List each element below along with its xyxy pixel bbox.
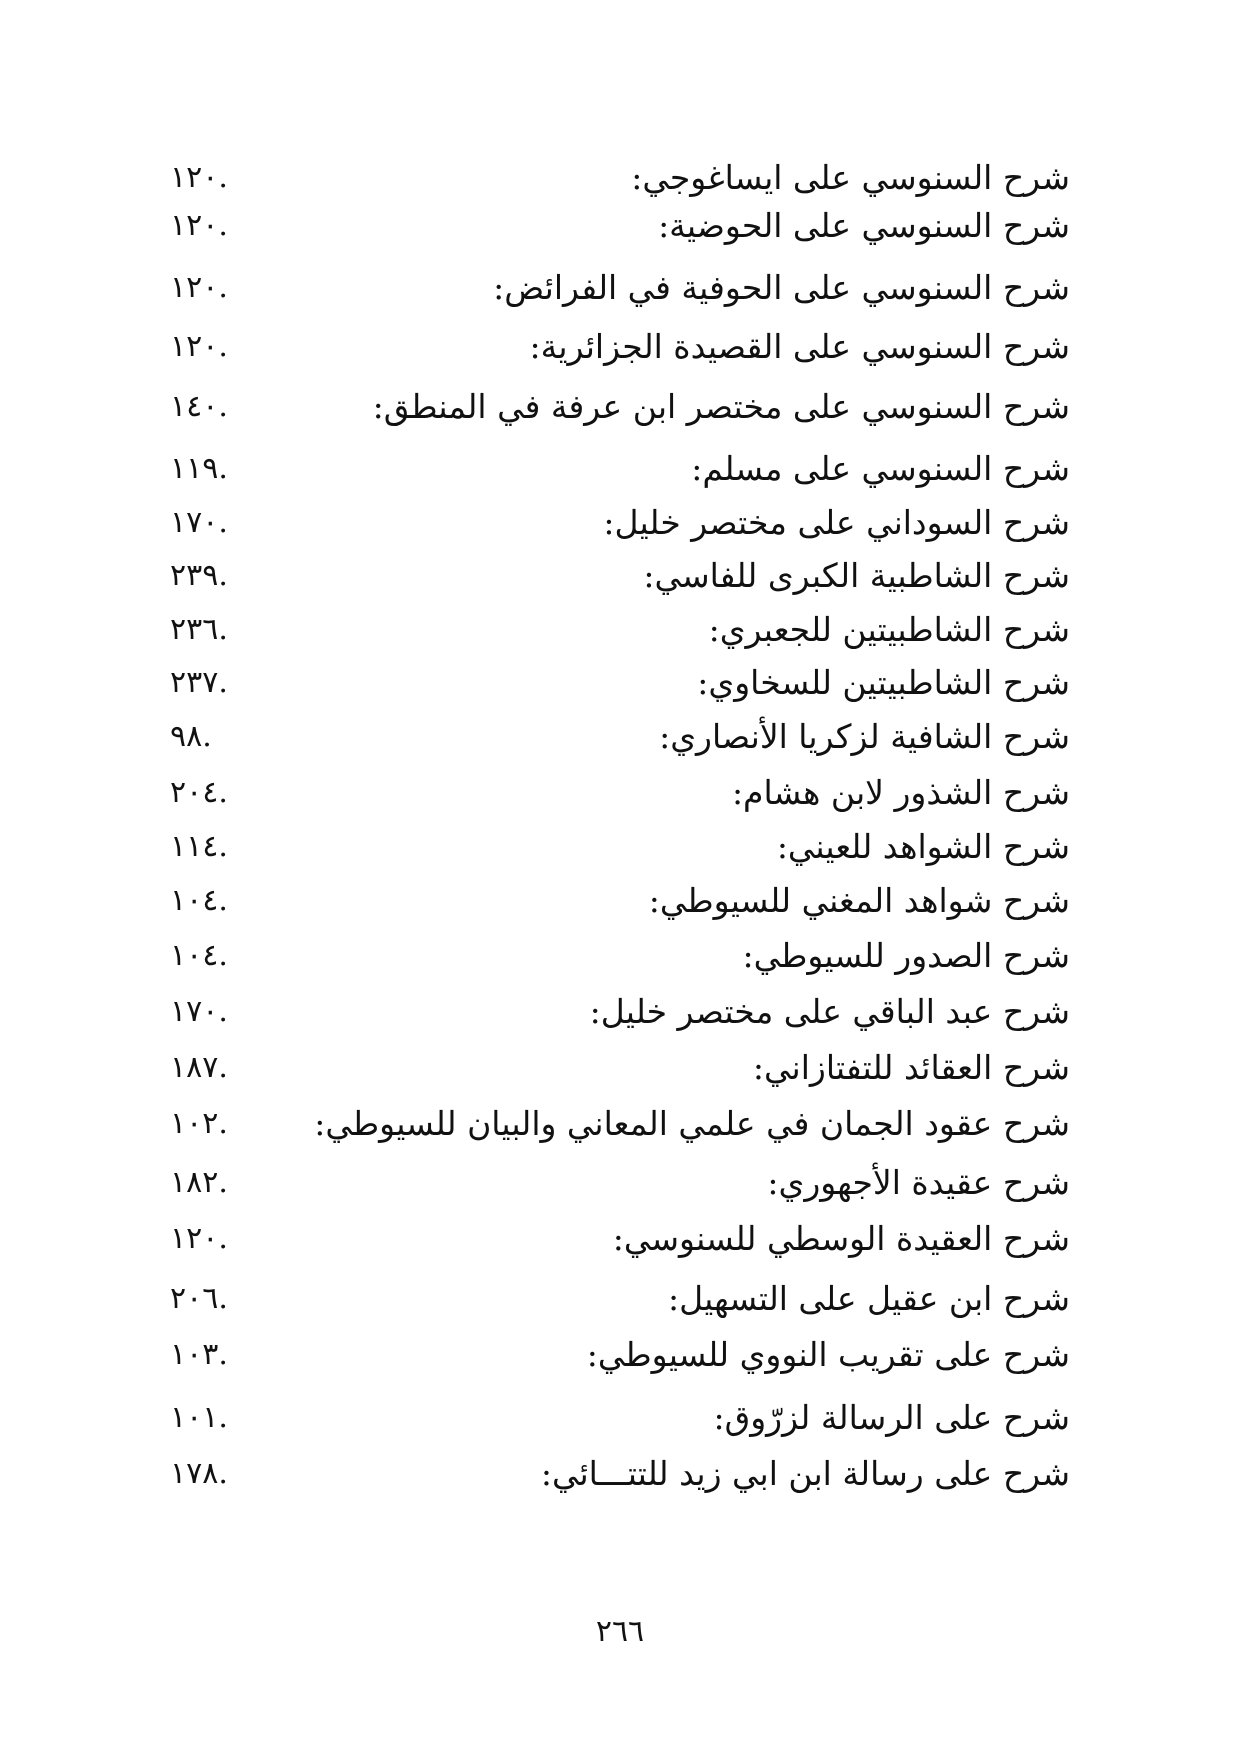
entry-page-number: .١٤٠ (170, 389, 228, 424)
entry-page-number: .٩٨ (170, 719, 212, 754)
entry-title: شرح السنوسي على الحوفية في الفرائض: (493, 268, 1070, 307)
entry-page-number: .١٢٠ (170, 160, 228, 195)
entry-title: شرح الشاطبيتين للسخاوي: (697, 663, 1070, 702)
index-entry (170, 1390, 1070, 1446)
entry-title: شرح عقيدة الأجهوري: (767, 1163, 1070, 1202)
entry-page-number: .١٧٠ (170, 994, 228, 1029)
entry-page-number: .١٨٢ (170, 1165, 228, 1200)
entry-title: شرح الشاطبية الكبرى للفاسي: (643, 556, 1070, 595)
entry-page-number: .١٠١ (170, 1400, 228, 1435)
index-entry (170, 602, 1070, 658)
entry-title: شرح ابن عقيل على التسهيل: (668, 1279, 1070, 1318)
index-entry (170, 709, 1070, 765)
entry-title: شرح الشاطبيتين للجعبري: (708, 610, 1070, 649)
entry-title: شرح العقيدة الوسطي للسنوسي: (612, 1219, 1070, 1258)
entry-page-number: .١٠٣ (170, 1337, 228, 1372)
index-entry (170, 873, 1070, 929)
entry-page-number: .١٧٠ (170, 505, 228, 540)
entry-title: شرح السنوسي على مختصر ابن عرفة في المنطق: (372, 387, 1070, 426)
entry-title: شرح على رسالة ابن ابي زيد للتتـــائي: (540, 1454, 1070, 1493)
entry-title: شرح السنوسي على الحوضية: (658, 206, 1070, 245)
page-number: ٢٦٦ (595, 1614, 645, 1649)
index-entry (170, 548, 1070, 604)
entry-page-number: .١٢٠ (170, 270, 228, 305)
entry-title: شرح الشذور لابن هشام: (731, 773, 1070, 812)
index-entry (170, 441, 1070, 497)
entry-title: شرح السوداني على مختصر خليل: (603, 503, 1070, 542)
index-entry (170, 1271, 1070, 1327)
index-entry (170, 198, 1070, 254)
entry-page-number: .١٢٠ (170, 329, 228, 364)
index-entry (170, 984, 1070, 1040)
index-entry (170, 379, 1070, 435)
entry-title: شرح عقود الجمان في علمي المعاني والبيان للسيوطي: (314, 1104, 1070, 1143)
index-entry (170, 260, 1070, 316)
entry-title: شرح السنوسي على القصيدة الجزائرية: (529, 327, 1070, 366)
entry-title: شرح السنوسي على ايساغوجي: (631, 158, 1070, 197)
entry-title: شرح على الرسالة لزرّوق: (713, 1398, 1070, 1437)
entry-page-number: .١٠٤ (170, 938, 228, 973)
entry-title: شرح الصدور للسيوطي: (742, 936, 1070, 975)
index-entry (170, 1446, 1070, 1502)
entry-title: شرح عبد الباقي على مختصر خليل: (589, 992, 1070, 1031)
entry-page-number: .١٠٤ (170, 883, 228, 918)
index-entry (170, 1211, 1070, 1267)
entry-page-number: .١٢٠ (170, 1221, 228, 1256)
entry-page-number: .٢٠٦ (170, 1281, 228, 1316)
entry-title: شرح السنوسي على مسلم: (691, 449, 1070, 488)
entry-page-number: .١١٩ (170, 451, 228, 486)
index-entry (170, 928, 1070, 984)
entry-title: شرح على تقريب النووي للسيوطي: (586, 1335, 1070, 1374)
entry-page-number: .٢٣٧ (170, 665, 228, 700)
entry-page-number: .٢٣٩ (170, 558, 228, 593)
index-entry (170, 655, 1070, 711)
entry-page-number: .٢٣٦ (170, 612, 228, 647)
index-entry (170, 319, 1070, 375)
index-list (170, 150, 1070, 1550)
entry-page-number: .١٨٧ (170, 1050, 228, 1085)
entry-page-number: .١١٤ (170, 829, 228, 864)
index-entry (170, 1155, 1070, 1211)
entry-page-number: .١٧٨ (170, 1456, 228, 1491)
index-entry (170, 819, 1070, 875)
index-entry (170, 1327, 1070, 1383)
entry-title: شرح العقائد للتفتازاني: (752, 1048, 1070, 1087)
index-entry (170, 765, 1070, 821)
index-entry (170, 1096, 1070, 1152)
index-entry (170, 495, 1070, 551)
index-entry (170, 1040, 1070, 1096)
entry-title: شرح شواهد المغني للسيوطي: (648, 881, 1070, 920)
entry-page-number: .١٠٢ (170, 1106, 228, 1141)
entry-title: شرح الشواهد للعيني: (776, 827, 1070, 866)
entry-title: شرح الشافية لزكريا الأنصاري: (659, 717, 1070, 756)
entry-page-number: .١٢٠ (170, 208, 228, 243)
entry-page-number: .٢٠٤ (170, 775, 228, 810)
